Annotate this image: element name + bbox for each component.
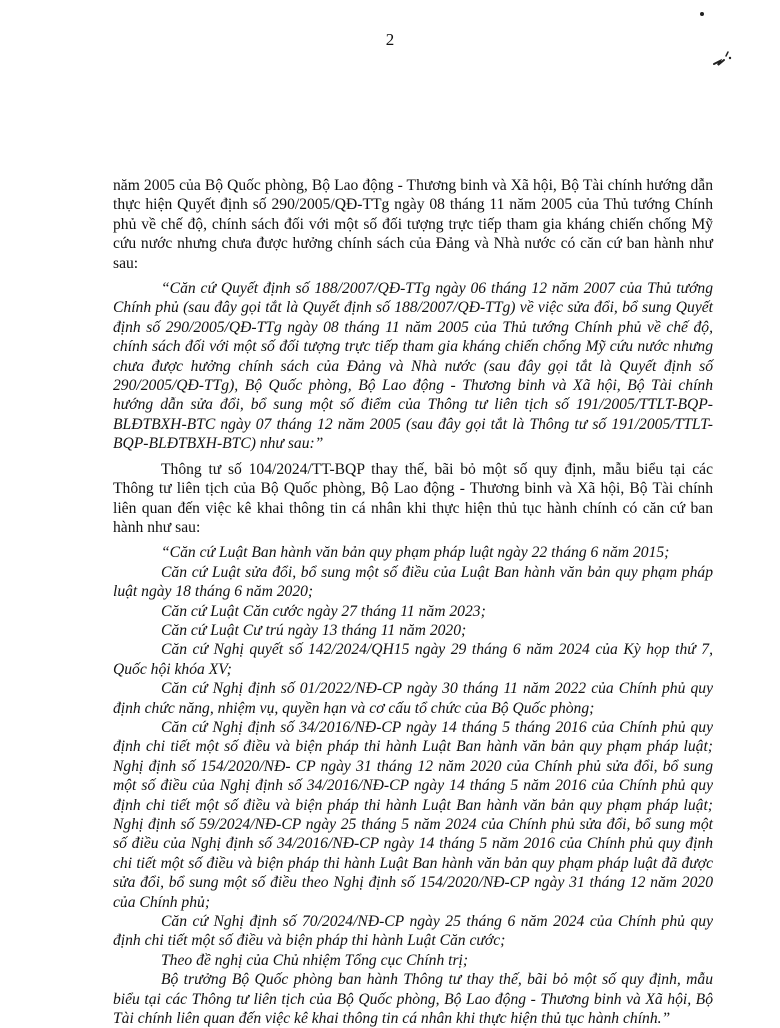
legal-basis-item: Căn cứ Nghị định số 34/2016/NĐ-CP ngày 14 tháng 5 tháng 2016 của Chính phủ quy định chi tiết một số điều và biện pháp thi hành Luật Ban hành văn bản quy phạm pháp luật; Nghị định số 154/2020/NĐ- CP ngày 31 tháng 12 năm 2020 của Chính phủ sửa đổi, bổ sung một số điều của Nghị định số 34/2016/NĐ-CP ngày 14 tháng 5 năm 2016 của Chính phủ quy định chi tiết một số điều và biện pháp thi hành Luật Ban hành văn bản quy phạm pháp luật; Nghị định số 59/2024/NĐ-CP ngày 25 tháng 5 năm 2024 của Chính phủ sửa đổi, bổ sung một số điều của Nghị định số 34/2016/NĐ-CP ngày 14 tháng 5 năm 2016 của Chính phủ quy định chi tiết một số điều và biện pháp thi hành Luật Ban hành văn bản quy phạm pháp luật đã được sửa đổi, bổ sung một số điều theo Nghị định số 154/2020/NĐ-CP ngày 31 tháng 12 năm 2020 của Chính phủ; [113, 718, 713, 911]
legal-basis-item: “Căn cứ Luật Ban hành văn bản quy phạm pháp luật ngày 22 tháng 6 năm 2015; [161, 544, 670, 562]
intro-paragraph: năm 2005 của Bộ Quốc phòng, Bộ Lao động - Thương binh và Xã hội, Bộ Tài chính hướng dẫn thực hiện Quyết định số 290/2005/QĐ-TTg ngày 08 tháng 11 năm 2005 của Thủ tướng Chính phủ về chế độ, chính sách đối với một số đối tượng trực tiếp tham gia kháng chiến chống Mỹ cứu nước nhưng chưa được hưởng chính sách của Đảng và Nhà nước có căn cứ ban hành như sau: [113, 177, 713, 272]
legal-basis-item: Căn cứ Nghị định số 01/2022/NĐ-CP ngày 30 tháng 11 năm 2022 của Chính phủ quy định chức năng, nhiệm vụ, quyền hạn và cơ cấu tổ chức của Bộ Quốc phòng; [113, 680, 713, 717]
document-body [113, 176, 713, 1028]
legal-basis-item: Căn cứ Nghị định số 70/2024/NĐ-CP ngày 25 tháng 6 năm 2024 của Chính phủ quy định chi tiết một số điều và biện pháp thi hành Luật Căn cước; [113, 913, 713, 950]
body-paragraph-2: Thông tư số 104/2024/TT-BQP thay thế, bãi bỏ một số quy định, mẫu biểu tại các Thông tư liên tịch của Bộ Quốc phòng, Bộ Lao động - Thương binh và Xã hội, Bộ Tài chính liên quan đến việc kê khai thông tin cá nhân khi thực hiện thủ tục hành chính có căn cứ ban hành như sau: [113, 460, 713, 536]
legal-basis-item: Căn cứ Nghị quyết số 142/2024/QH15 ngày 29 tháng 6 năm 2024 của Kỳ họp thứ 7, Quốc hội khóa XV; [113, 641, 713, 678]
legal-basis-item: Căn cứ Luật Căn cước ngày 27 tháng 11 năm 2023; [161, 602, 486, 620]
legal-basis-item: Bộ trưởng Bộ Quốc phòng ban hành Thông tư thay thế, bãi bỏ một số quy định, mẫu biểu tại các Thông tư liên tịch của Bộ Quốc phòng, Bộ Lao động - Thương binh và Xã hội, Bộ Tài chính liên quan đến việc kê khai thông tin cá nhân khi thực hiện thủ tục hành chính.” [113, 971, 713, 1028]
page-number: 2 [385, 30, 395, 49]
quote-paragraph-1: “Căn cứ Quyết định số 188/2007/QĐ-TTg ngày 06 tháng 12 năm 2007 của Thủ tướng Chính phủ (sau đây gọi tắt là Quyết định số 188/2007/QĐ-TTg) về việc sửa đổi, bổ sung Quyết định số 290/2005/QĐ-TTg ngày 08 tháng 11 năm 2005 của Thủ tướng Chính phủ về chế độ, chính sách đối với một số đối tượng trực tiếp tham gia kháng chiến chống Mỹ cứu nước nhưng chưa được hưởng chính sách của Đảng và Nhà nước (sau đây gọi tắt là Quyết định số 290/2005/QĐ-TTg), Bộ Quốc phòng, Bộ Lao động - Thương binh và Xã hội, Bộ Tài chính hướng dẫn sửa đổi, bổ sung một số điểm của Thông tư liên tịch số 191/2005/TTLT-BQP-BLĐTBXH-BTC ngày 07 tháng 12 năm 2005 (sau đây gọi tắt là Thông tư số 191/2005/TTLT-BQP-BLĐTBXH-BTC) như sau:” [113, 280, 713, 453]
ink-dot-mark [700, 12, 704, 16]
legal-basis-item: Căn cứ Luật sửa đổi, bổ sung một số điều của Luật Ban hành văn bản quy phạm pháp luật ngày 18 tháng 6 năm 2020; [113, 563, 713, 601]
legal-basis-list [113, 543, 713, 1028]
legal-basis-item: Theo đề nghị của Chủ nhiệm Tổng cục Chính trị; [161, 951, 469, 969]
legal-basis-item: Căn cứ Luật Cư trú ngày 13 tháng 11 năm 2020; [161, 621, 467, 639]
